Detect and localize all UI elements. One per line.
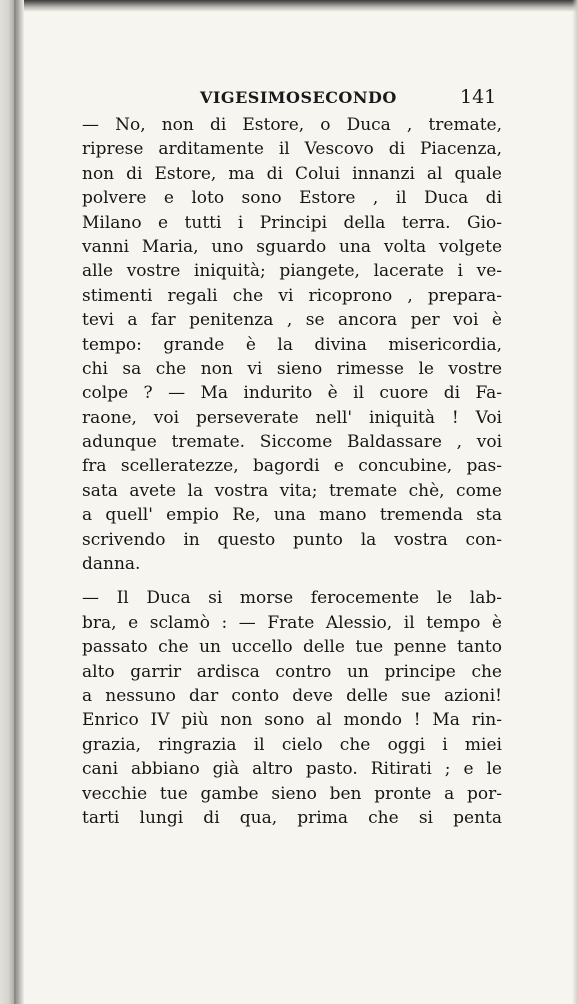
- text-line: adunque tremate. Siccome Baldassare , voi: [82, 432, 502, 453]
- text-line: vecchie tue gambe sieno ben pronte a por-: [82, 783, 502, 804]
- paragraph-gap: [82, 576, 502, 586]
- text-line: fra scelleratezze, bagordi e concubine, pas-: [82, 456, 502, 477]
- text-line: tevi a far penitenza , se ancora per voi è: [82, 310, 502, 331]
- page-top-shadow: [0, 0, 578, 12]
- binding-line: [14, 0, 16, 1004]
- text-line: scrivendo in questo punto la vostra con-: [82, 529, 502, 550]
- text-line: a nessuno dar conto deve delle sue azioni!: [82, 685, 502, 706]
- text-line: non di Estore, ma di Colui innanzi al quale: [82, 163, 502, 184]
- text-line: Milano e tutti i Principi della terra. Gio-: [82, 212, 502, 233]
- page-number: 141: [460, 86, 497, 108]
- text-line: alle vostre iniquità; piangete, lacerate i ve-: [82, 261, 502, 282]
- page-right-shadow: [572, 0, 578, 1004]
- text-line: sata avete la vostra vita; tremate chè, come: [82, 480, 502, 501]
- paragraph: [82, 113, 502, 576]
- text-line: — Il Duca si morse ferocemente le lab-: [82, 588, 502, 609]
- body-text: [82, 113, 502, 830]
- text-line: riprese arditamente il Vescovo di Piacenza,: [82, 139, 502, 160]
- book-binding-edge: [0, 0, 24, 1004]
- text-line: polvere e loto sono Estore , il Duca di: [82, 188, 502, 209]
- text-line: — No, non di Estore, o Duca , tremate,: [82, 115, 502, 135]
- text-line: Enrico IV più non sono al mondo ! Ma rin-: [82, 710, 502, 731]
- text-line: chi sa che non vi sieno rimesse le vostre: [82, 358, 502, 379]
- text-line: grazia, ringrazia il cielo che oggi i miei: [82, 734, 502, 755]
- text-line: danna.: [82, 554, 141, 575]
- text-line: alto garrir ardisca contro un principe che: [82, 661, 502, 682]
- text-line: stimenti regali che vi ricoprono , prepara-: [82, 285, 502, 306]
- text-line: vanni Maria, uno sguardo una volta volgete: [82, 236, 502, 257]
- text-line: colpe ? — Ma indurito è il cuore di Fa-: [82, 383, 502, 404]
- paragraph: [82, 586, 502, 830]
- running-title: VIGESIMOSECONDO: [200, 88, 397, 107]
- text-line: raone, voi perseverate nell' iniquità ! Voi: [82, 407, 502, 428]
- text-line: a quell' empio Re, una mano tremenda sta: [82, 505, 502, 526]
- text-line: tarti lungi di qua, prima che si penta: [82, 807, 502, 828]
- text-line: bra, e sclamò : — Frate Alessio, il tempo è: [82, 612, 502, 633]
- text-line: tempo: grande è la divina misericordia,: [82, 334, 502, 355]
- text-line: passato che un uccello delle tue penne tanto: [82, 637, 502, 658]
- text-line: cani abbiano già altro pasto. Ritirati ; e le: [82, 759, 502, 780]
